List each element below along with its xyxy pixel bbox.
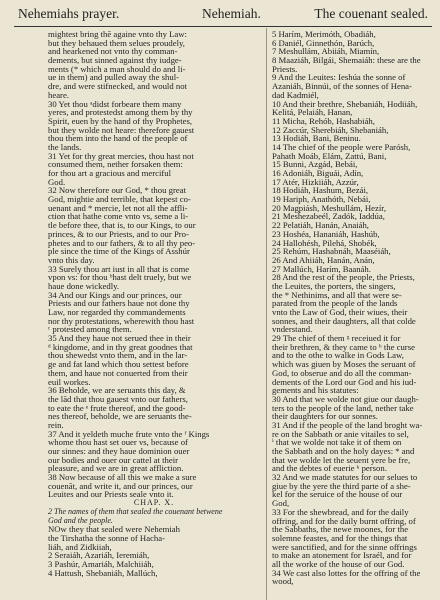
text-line: dad Kadmiél,	[272, 89, 319, 100]
text-line: the lād that thou gauest vnto our fathers,	[48, 393, 188, 404]
text-line: kel for the seruice of the house of our	[272, 489, 403, 500]
text-line: wood,	[272, 576, 294, 587]
text-line: NOw they that sealed were Nehemiah	[48, 524, 180, 535]
text-line: gements and his statutes:	[272, 385, 359, 396]
text-line: giue by the yere the third parte of a she-	[272, 480, 411, 491]
text-line: God, mightie and terrible, that kepest co-	[48, 194, 191, 205]
text-line: ple since the time of the Kings of Asshúr	[48, 246, 190, 257]
text-line: them, and haue not conuerted from their	[48, 367, 188, 378]
text-line: 2 Seraiáh, Azariáh, Ieremiáh,	[48, 550, 150, 561]
text-line: 9 And the Leuites: Ieshúa the sonne of	[272, 72, 406, 83]
text-line: ters to the people of the land, nether take	[272, 402, 414, 413]
text-line: 22 Pelatiáh, Hanán, Anaiáh,	[272, 220, 369, 231]
text-line: sonnes, and their daughters, all that colde	[272, 315, 416, 326]
text-line: 34 And our Kings and our princes, our	[48, 289, 182, 300]
text-line: 30 Yet thou ᵃdidst forbeare them many	[48, 98, 182, 109]
text-line: God, to obserue and do all the comman-	[272, 367, 412, 378]
text-line: solemne feastes, and for the things that	[272, 532, 408, 543]
right-column-text	[272, 29, 423, 587]
text-line: Spirit, euen by the hand of thy Prophetes,	[48, 115, 193, 126]
text-line: to eate the ᵉ frute thereof, and the good-	[48, 402, 186, 413]
text-line: re on the Sabbath or anie vitailes to sel,	[272, 428, 409, 439]
text-line: mightest bring thē againe vnto thy Law:	[48, 29, 187, 39]
text-line: rein.	[48, 419, 64, 430]
text-line: vnderstand.	[272, 324, 313, 335]
text-line: 30 And that we wolde not giue our daugh-	[272, 393, 419, 404]
text-line: uenant and * mercie, let not all the affli-	[48, 202, 188, 213]
text-line: the lands.	[48, 141, 82, 152]
text-line: to make an atonement for Israél, and for	[272, 550, 412, 561]
text-line: the Leuites, the porters, the singers,	[272, 280, 396, 291]
text-line: 2 The names of them that sealed the couenant betwene	[48, 506, 223, 516]
text-line: 10 And their brethre, Shebaniáh, Hodiiáh,	[272, 98, 418, 109]
text-line: Kelitá, Pelaiáh, Hanan,	[272, 107, 353, 118]
text-line: God.	[48, 176, 66, 187]
column-divider	[266, 28, 267, 600]
text-line: the Sabbaths, the newe moones, for the	[272, 524, 409, 535]
text-line: ᶜ protested among them.	[48, 324, 132, 335]
text-line: Priests.	[272, 63, 298, 74]
text-line: 21 Meshezabeél, Zadók, Iaddúa,	[272, 211, 385, 222]
text-line: 4 Hattush, Shebaniáh, Mallúch,	[48, 567, 158, 578]
text-line: our bodies and ouer our cattel at their	[48, 454, 179, 465]
text-line: 8 Maaziáh, Bilgái, Shemaiáh: these are the	[272, 55, 421, 66]
text-line: Law, nor regarded thy commandements	[48, 307, 186, 317]
text-line: God,	[272, 498, 290, 509]
text-line: thou shewedst vnto them, and in the lar-	[48, 350, 188, 361]
text-line: dre, and were stifnecked, and would not	[48, 81, 187, 92]
text-line: and to the othe to walke in Gods Law,	[272, 350, 404, 361]
text-line: 34 We cast also lottes for the offring of the	[272, 567, 421, 578]
text-line: 37 And it yeldeth muche frute vnto the ᶠ Kings	[48, 428, 210, 439]
header-center: Nehemiah.	[202, 6, 261, 21]
text-line: 31 And if the people of the land broght wa-	[272, 419, 423, 430]
text-line: 27 Mallúch, Harím, Baanáh.	[272, 263, 371, 274]
text-line: consumed them, nether forsaken them:	[48, 159, 183, 170]
text-line: thou them into the hand of the people of	[48, 133, 188, 144]
text-line: Leuites and our Priests seale vnto it.	[48, 489, 174, 500]
text-line: 29 The chief of them ᵍ receiued it for	[272, 333, 401, 344]
text-line: 23 Hoshéa, Hananiáh, Hashúb,	[272, 228, 380, 239]
text-line: vpon vs: for thou ᵇhast delt truely, but we	[48, 272, 192, 283]
text-line: and the debtes of euerie ᵏ person.	[272, 463, 387, 474]
text-line: 5 Harím, Merimóth, Obadiáh,	[272, 29, 376, 39]
text-line: 13 Hodiáh, Bani, Beninu.	[272, 133, 361, 144]
text-line: liáh, and Zidkiiah,	[48, 541, 112, 552]
left-column-text	[48, 30, 260, 577]
text-line: their brethren, & they came to ʰ the curse	[272, 341, 415, 352]
text-line: 7 Meshullám, Abiiáh, Miamín,	[272, 46, 380, 57]
text-line: euil workes.	[48, 376, 91, 387]
text-line: ⁱ that we wolde not take it of them on	[272, 437, 402, 448]
header-right: The couenant sealed.	[314, 6, 428, 21]
text-line: 31 Yet for thy great mercies, thou hast not	[48, 150, 194, 161]
text-line: princes, & to our Priests, and to our Pro-	[48, 228, 189, 239]
text-line: couenāt, and write it, and our princes, our	[48, 480, 193, 491]
text-line: 18 Hodiáh, Hashum, Bezái,	[272, 185, 369, 196]
text-line: 33 For the shewbread, and for the daily	[272, 506, 409, 517]
text-line: which was giuen by Moses the seruant of	[272, 359, 416, 370]
text-line: tle before thee, that is, to our Kings, to our	[48, 220, 196, 231]
text-line: 20 Magpiásh, Meshullám, Hezír,	[272, 202, 387, 213]
text-line: 32 And we made statutes for our selues to	[272, 472, 418, 483]
text-line: Pahath Moáb, Elám, Zattú, Bani,	[272, 150, 387, 161]
text-line: Priests and our fathers haue not done thy	[48, 298, 190, 309]
text-line: vnto the Law of God, their wiues, their	[272, 307, 408, 317]
text-line: nes thereof, beholde, we are seruants the-	[48, 411, 192, 422]
text-line: parated from the people of the lands	[272, 298, 398, 309]
text-line: were sanctified, and for the sinne offrings	[272, 541, 417, 552]
text-line: pleasure, and we are in great affliction.	[48, 463, 184, 474]
text-line: 16 Adoniáh, Biguái, Adín,	[272, 168, 364, 178]
text-line: 3 Pashúr, Amariáh, Malchiiáh,	[48, 558, 154, 569]
text-line: 12 Zaccúr, Sherebiáh, Shebaniáh,	[272, 124, 389, 135]
text-line: the Tirshatha the sonne of Hacha-	[48, 532, 166, 543]
text-line: 36 Beholde, we are seruants this day, &	[48, 385, 186, 396]
text-line: 19 Hariph, Anathóth, Nebái,	[272, 194, 371, 205]
text-line: CHAP. X.	[133, 498, 175, 508]
header-left: Nehemiahs prayer.	[18, 6, 120, 21]
text-line: vnto this day.	[48, 254, 95, 265]
text-line: ᵈ kingdome, and in thy great goodnes that	[48, 341, 193, 352]
text-line: for thou art a gracious and merciful	[48, 168, 172, 178]
text-line: whome thou hast set ouer vs, because of	[48, 437, 188, 448]
text-line: Azaniáh, Binnúi, of the sonnes of Hena-	[272, 81, 412, 92]
text-line: the * Nethinims, and all that were se-	[272, 289, 402, 300]
text-line: 38 Now because of all this we make a sure	[48, 472, 197, 483]
text-line: but they behaued them selues proudely,	[48, 37, 185, 48]
text-line: 26 And Ahiiáh, Hanán, Anán,	[272, 254, 375, 265]
text-line: 6 Daniél, Ginnethón, Barúch,	[272, 37, 375, 48]
text-line: 17 Atér, Hizkiiáh, Azzúr,	[272, 176, 359, 187]
text-line: God and the people.	[48, 515, 113, 525]
running-header	[14, 4, 432, 27]
text-line: offring, and for the daily burnt offring, of	[272, 515, 416, 526]
text-line: ments (* which a man should do and li-	[48, 63, 186, 74]
text-line: nor thy protestations, wherewith thou hast	[48, 315, 195, 326]
text-line: the Sabbath and on the holy dayes: * and	[272, 446, 415, 456]
text-line: 32 Now therefore our God, * thou great	[48, 185, 186, 196]
text-line: 28 And the rest of the people, the Priests,	[272, 272, 415, 283]
text-line: but they wolde not heare: therefore gauest	[48, 124, 195, 135]
text-line: 24 Hallohésh, Pilehá, Shobék,	[272, 237, 377, 248]
text-line: ction that hathe come vnto vs, seme a li-	[48, 211, 189, 222]
text-line: dements, but sinned against thy iudge-	[48, 55, 182, 66]
text-line: 33 Surely thou art iust in all that is come	[48, 263, 190, 274]
text-line: 15 Bunni, Azgád, Bebái,	[272, 159, 358, 170]
text-line: 35 And they haue not serued thee in their	[48, 333, 191, 344]
text-line: 11 Micha, Rehób, Hashabiáh,	[272, 115, 375, 126]
text-line: our sinnes: and they haue dominion ouer	[48, 446, 190, 456]
text-line: phetes and to our fathers, & to all thy peo-	[48, 237, 196, 248]
text-line: ue in them) and pulled away the shul-	[48, 72, 179, 83]
text-line: their daughters for our sonnes.	[272, 411, 378, 422]
text-line: heare.	[48, 89, 69, 100]
text-line: dements of the Lord our God and his iud-	[272, 376, 417, 387]
text-line: haue done wickedly.	[48, 280, 120, 291]
text-line: 14 The chief of the people were Parósh,	[272, 141, 411, 152]
text-line: ge and fat land which thou settest before	[48, 359, 189, 370]
text-line: all the worke of the house of our God.	[272, 558, 405, 569]
text-line: 25 Rehúm, Hashabnáh, Maaséiáh,	[272, 246, 391, 257]
text-line: and hearkened not vnto thy comman-	[48, 46, 178, 57]
text-line: yeres, and protestedst among them by thy	[48, 107, 193, 118]
text-line: that we wolde let the seuent yere be fre,	[272, 454, 411, 465]
